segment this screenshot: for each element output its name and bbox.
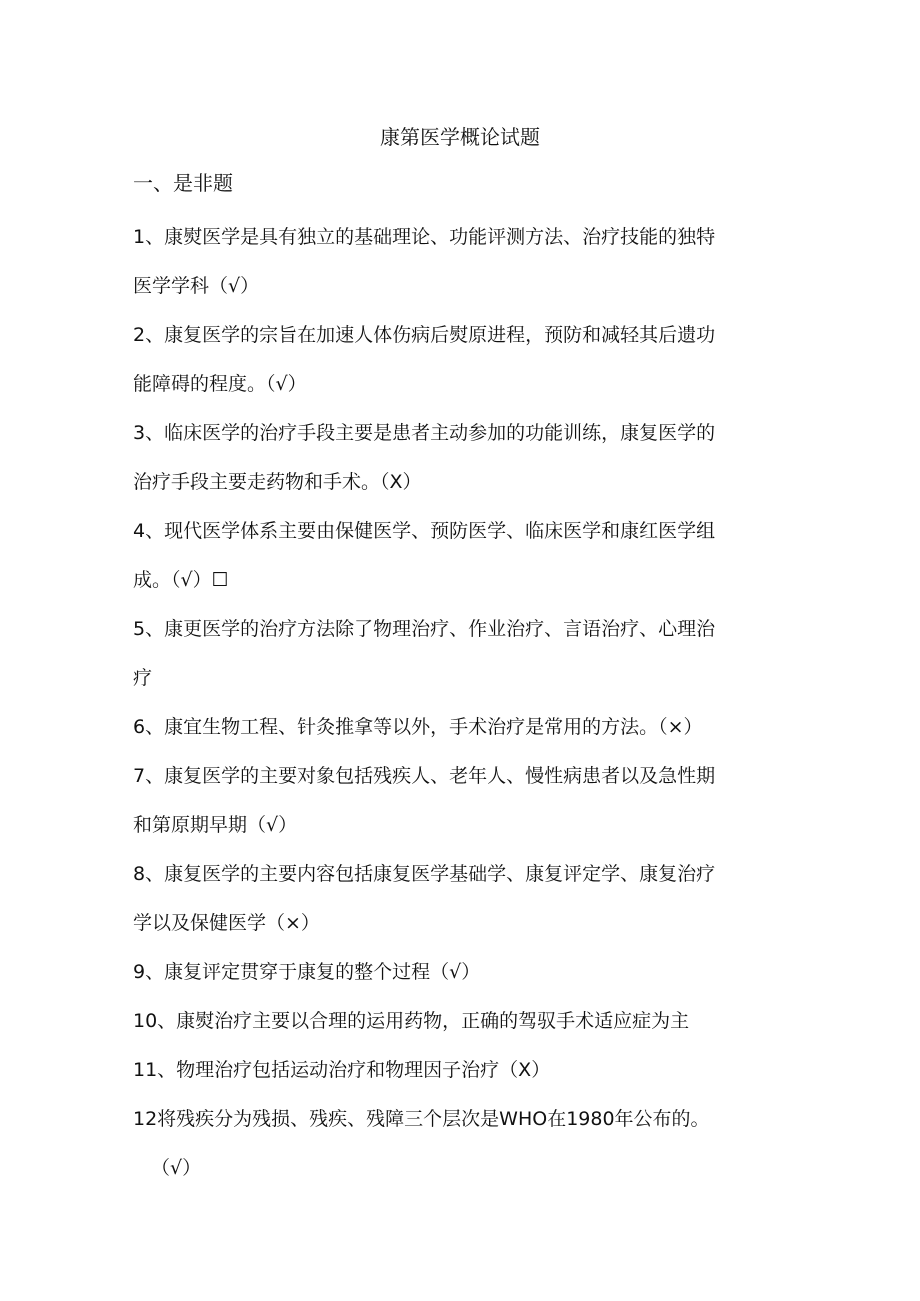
question-item <box>133 850 793 948</box>
question-line: 2、康复医学的宗旨在加速人体伤病后熨原进程，预防和减轻其后遗功 <box>133 324 716 346</box>
question-line: 3、临床医学的治疗手段主要是患者主动参加的功能训练，康复医学的 <box>133 422 716 444</box>
question-line: 5、康更医学的治疗方法除了物理治疗、作业治疗、言语治疗、心理治 <box>133 618 716 640</box>
question-item <box>133 703 793 752</box>
question-line: 7、康复医学的主要对象包括残疾人、老年人、慢性病患者以及急性期 <box>133 765 716 787</box>
question-list <box>133 213 793 1193</box>
question-line: 8、康复医学的主要内容包括康复医学基础学、康复评定学、康复治疗 <box>133 863 716 885</box>
question-line: 9、康复评定贯穿于康复的整个过程（√） <box>133 961 481 983</box>
question-line: 成。（√）☐ <box>133 569 229 591</box>
question-line: 治疗手段主要走药物和手术。（X） <box>133 471 422 493</box>
question-item <box>133 605 793 703</box>
question-line: 疗 <box>133 667 153 689</box>
question-item <box>133 997 793 1046</box>
question-item <box>133 311 793 409</box>
section-heading: 一、是非题 <box>133 171 233 195</box>
question-line: 1、康熨医学是具有独立的基础理论、功能评测方法、治疗技能的独特 <box>133 226 716 248</box>
question-line: 12将残疾分为残损、残疾、残障三个层次是WHO在1980年公布的。 <box>133 1108 710 1130</box>
question-item <box>133 1095 793 1193</box>
question-item <box>133 948 793 997</box>
document-title: 康第医学概论试题 <box>380 125 540 149</box>
question-item <box>133 752 793 850</box>
question-line: 和第原期早期（√） <box>133 814 298 836</box>
question-line: 6、康宜生物工程、针灸推拿等以外，手术治疗是常用的方法。（×） <box>133 716 703 738</box>
question-line: （√） <box>151 1157 202 1179</box>
question-item <box>133 213 793 311</box>
question-item <box>133 1046 793 1095</box>
question-line: 医学学科（√） <box>133 275 260 297</box>
question-line: 11、物理治疗包括运动治疗和物理因子治疗（X） <box>133 1059 551 1081</box>
question-line: 10、康熨治疗主要以合理的运用药物，正确的驾驭手术适应症为主 <box>133 1010 690 1032</box>
question-line: 4、现代医学体系主要由保健医学、预防医学、临床医学和康红医学组 <box>133 520 716 542</box>
question-item <box>133 409 793 507</box>
question-line: 学以及保健医学（×） <box>133 912 320 934</box>
question-item <box>133 507 793 605</box>
question-line: 能障碍的程度。（√） <box>133 373 307 395</box>
